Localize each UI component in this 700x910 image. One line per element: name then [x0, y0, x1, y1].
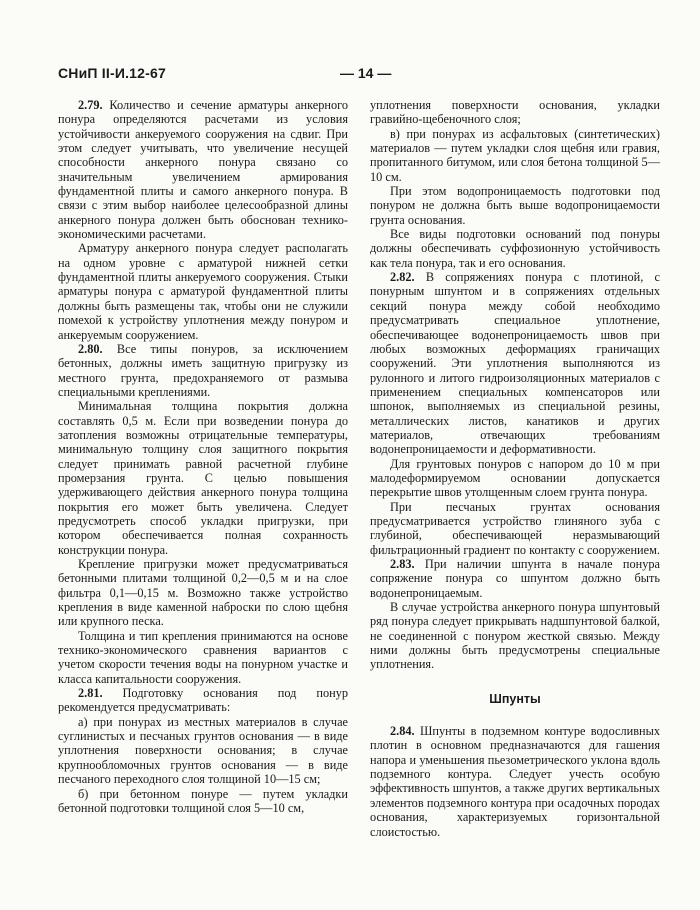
paragraph-text: Все типы понуров, за исключением бетонных, должны иметь защитную пригрузку из местного грунта, предохраняемого от размыва специальными креплениями.	[58, 341, 348, 399]
section-number: 2.84.	[390, 724, 415, 739]
section-number: 2.81.	[78, 686, 103, 701]
paragraph: При этом водопроницаемость подготовки под понуром не должна быть выше водопроницаемости грунта основания.	[370, 184, 660, 227]
paragraph: Арматуру анкерного понура следует располагать на одном уровне с арматурой нижней сетки фундаментной плиты анкеруемого сооружения. Стыки арматуры понура с арматурой фундаментной плиты должны быть размещены так, чтобы они не служили помехой к устройству уплотнения между понуром и анкеруемым сооружением.	[58, 241, 348, 342]
paragraph-2-83	[370, 557, 660, 600]
paragraph-2-80	[58, 342, 348, 399]
list-item-c: в) при понурах из асфальтовых (синтетических) материалов — путем укладки слоя щебня или гравия, пропитанного битумом, или слоя бетона толщиной 5—10 см.	[370, 126, 660, 184]
paragraph-text: В сопряжениях понура с плотиной, с понурным шпунтом и в сопряжениях отдельных секций понура между собой необходимо предусматривать специальное уплотнение, обеспечивающее водонепроницаемость швов при любых возможных деформациях граничащих сооружений. Эти уплотнения выполняются из рулонного и литого гидроизоляционных материалов с применением специальных компенсаторов или шпонок, выполняемых из специальной резины, металлических листов, канатиков и других материалов, отвечающих требованиям водонепроницаемости и деформативности.	[370, 270, 660, 457]
paragraph-2-82	[370, 270, 660, 456]
paragraph-2-79	[58, 98, 348, 241]
list-item-b: б) при бетонном понуре — путем укладки бетонной подготовки толщиной слоя 5—10 см,	[58, 786, 348, 815]
paragraph: Толщина и тип крепления принимаются на основе технико-экономического сравнения вариантов с учетом скорости течения воды на понурном участке и класса капитальности сооружения.	[58, 628, 348, 686]
running-header-doc-code: СНиП II-И.12-67	[58, 65, 166, 81]
paragraph-2-84	[370, 724, 660, 839]
paragraph-continuation: уплотнения поверхности основания, укладки гравийно-щебеночного слоя;	[370, 98, 660, 127]
section-number: 2.82.	[390, 270, 415, 285]
paragraph-text: При наличии шпунта в начале понура сопряжение понура со шпунтом должно быть водонепроницаемым.	[370, 557, 660, 600]
right-column	[370, 98, 660, 839]
paragraph-2-81	[58, 686, 348, 715]
paragraph-text: Шпунты в подземном контуре водосливных плотин в основном предназначаются для гашения напора и уменьшения пьезометрического уклона вдоль подземного контура. Следует учесть особую эффективность шпунтов, а также других вертикальных элементов подземного контура при осадочных породах основания, характеризуемых горизонтальной слоистостью.	[370, 724, 660, 839]
section-number: 2.83.	[390, 557, 415, 571]
paragraph-text: Количество и сечение арматуры анкерного понура определяются расчетами из условия устойчивости анкеруемого сооружения на сдвиг. При этом следует учитывать, что увеличение несущей способности анкерного понура связано со значительным увеличением армирования фундаментной плиты и самого анкерного понура. В связи с этим выбор наиболее целесообразной длины анкерного понура должен быть обоснован технико-экономическими расчетами.	[58, 98, 348, 242]
paragraph: Минимальная толщина покрытия должна составлять 0,5 м. Если при возведении понура до затопления возможны отрицательные температуры, минимальную толщину слоя защитного покрытия следует принимать равной расчетной глубине промерзания грунта. С целью повышения удерживающего действия анкерного понура толщина покрытия его может быть увеличена. Следует предусмотреть способ укладки пригрузки, при котором обеспечивается полная сохранность конструкции понура.	[58, 399, 348, 557]
paragraph: В случае устройства анкерного понура шпунтовый ряд понура следует прикрывать надшпунтовой балкой, не соединенной с понуром жесткой связью. Между ними должны быть предусмотрены специальные уплотнения.	[370, 600, 660, 672]
paragraph: Крепление пригрузки может предусматриваться бетонными плитами толщиной 0,2—0,5 м и на слое фильтра 0,1—0,15 м. Возможно также устройство крепления в виде каменной наброски по слою щебня или крупного песка.	[58, 557, 348, 629]
section-heading: Шпунты	[489, 691, 541, 706]
section-number: 2.80.	[78, 341, 103, 356]
page-number: — 14 —	[340, 65, 392, 81]
paragraph: При песчаных грунтах основания предусматривается устройство глиняного зуба с глубиной, обеспечивающей неразмывающий фильтрационный градиент по контакту с сооружением.	[370, 499, 660, 557]
paragraph: Для грунтовых понуров с напором до 10 м при малодеформируемом основании допускается перекрытие швов утолщенным слоем грунта понура.	[370, 456, 660, 500]
left-column	[58, 98, 348, 815]
list-item-a: а) при понурах из местных материалов в случае суглинистых и песчаных грунтов основания — в виде уплотнения поверхности основания; в случае крупнообломочных грунтов основания — в виде песчаного переходного слоя толщиной 10—15 см;	[58, 714, 348, 787]
paragraph-text: Подготовку основания под понур рекомендуется предусматривать:	[58, 686, 348, 715]
section-number: 2.79.	[78, 98, 103, 112]
paragraph: Все виды подготовки оснований под понуры должны обеспечивать суффозионную устойчивость как тела понура, так и его основания.	[370, 227, 660, 270]
